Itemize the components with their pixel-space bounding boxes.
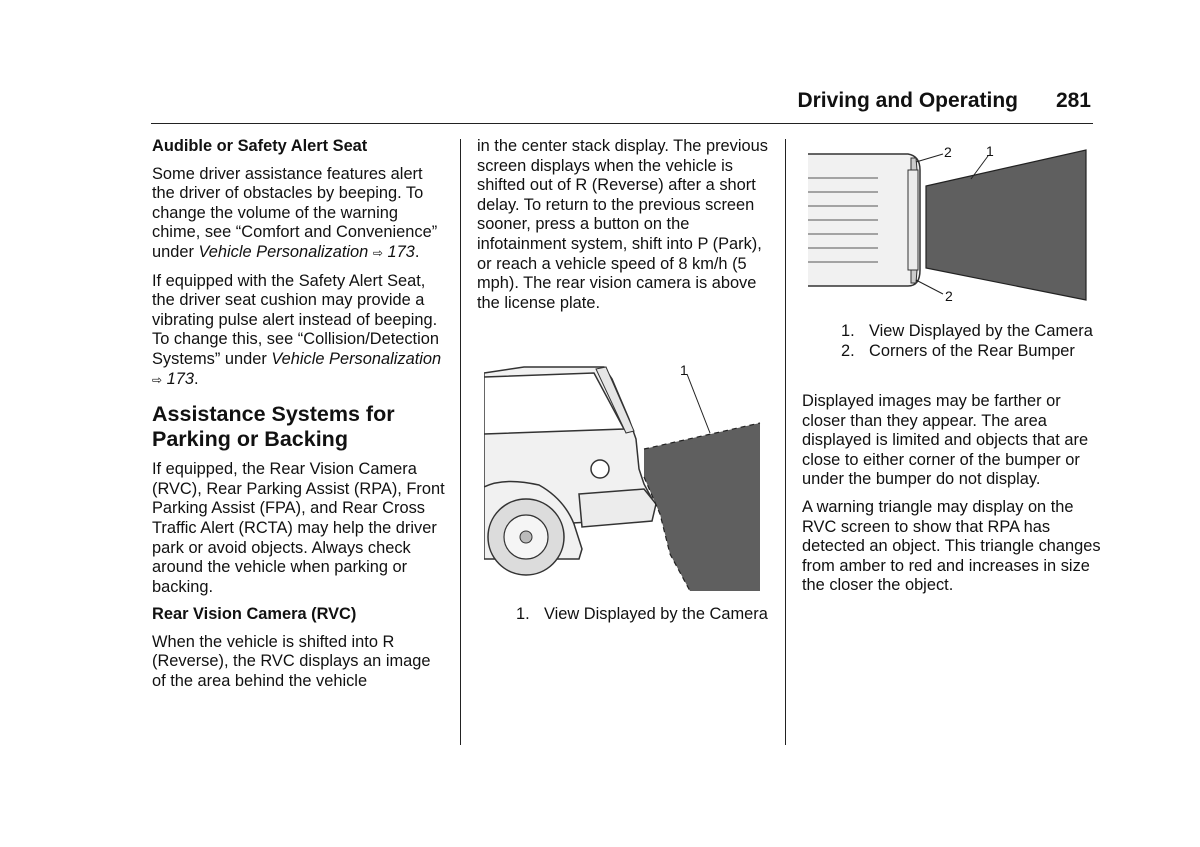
rear-vehicle-camera-illustration: [484, 359, 764, 591]
text: Some driver assistance features alert the driver of obstacles by beeping. To change the volume of the warning chime, see “Comfort and Convenience” under: [152, 164, 438, 261]
page-reference[interactable]: 173: [387, 242, 415, 261]
link-vehicle-personalization[interactable]: Vehicle Personalization: [271, 349, 442, 368]
caption-text: View Displayed by the Camera: [869, 322, 1093, 340]
callout-label: 2: [945, 288, 953, 304]
heading-safety-alert-seat: Audible or Safety Alert Seat: [152, 137, 368, 155]
caption-number: 1.: [516, 605, 530, 623]
caption-text: View Displayed by the Camera: [544, 605, 768, 623]
caption-number: 1.: [841, 322, 855, 340]
figure-2-captions: [841, 322, 1096, 361]
bumper-corner: [911, 270, 917, 283]
heading-rear-vision-camera: Rear Vision Camera (RVC): [152, 605, 357, 624]
callout-label: 1: [986, 143, 994, 159]
callout-label: 2: [944, 144, 952, 160]
caption-item: [841, 342, 1096, 362]
paragraph-rvc-start: When the vehicle is shifted into R (Reverse), the RVC displays an image of the area behind the vehicle: [152, 632, 431, 691]
column-divider-1: [460, 139, 461, 745]
paragraph-display-limits: Displayed images may be farther or closer than they appear. The area displayed is limited and objects that are close to either corner of the bumper or under the bumper do not display.: [802, 392, 1089, 489]
paragraph-assistance-intro: If equipped, the Rear Vision Camera (RVC), Rear Parking Assist (RPA), Front Parking Assist (FPA), and Rear Cross Traffic Alert (RCTA) may help the driver park or avoid objects. Always check around the vehicle when parking or backing.: [152, 460, 445, 596]
figure-1-captions: [516, 605, 776, 625]
callout-label: 1: [680, 362, 688, 378]
bumper-corner: [911, 158, 917, 170]
caption-item: [516, 605, 776, 625]
link-vehicle-personalization[interactable]: Vehicle Personalization: [198, 242, 369, 261]
fuel-door: [591, 460, 609, 478]
caption-text: Corners of the Rear Bumper: [869, 341, 1075, 360]
header-divider: [151, 123, 1093, 124]
rear-bumper: [908, 170, 918, 270]
column-3-text: [802, 392, 1102, 604]
caption-item: [841, 322, 1096, 342]
wheel-hub: [520, 531, 532, 543]
page-reference-icon: ⇨: [372, 245, 383, 260]
column-divider-2: [785, 139, 786, 745]
paragraph-alert-volume: [152, 165, 447, 264]
caption-number: 2.: [841, 341, 855, 360]
column-2: [477, 137, 772, 321]
text: If equipped with the Safety Alert Seat, the driver seat cushion may provide a vibrating pulse alert instead of beeping. To change this, see “Collision/Detection Systems” under: [152, 271, 439, 368]
rear-bumper: [579, 489, 656, 527]
text: .: [193, 369, 199, 388]
top-view-camera-illustration: [808, 140, 1093, 310]
paragraph-warning-triangle: A warning triangle may display on the RVC screen to show that RPA has detected an object. This triangle changes from amber to red and increases in size the closer the object.: [802, 497, 1101, 595]
paragraph-safety-seat: [152, 272, 447, 391]
column-1: [152, 137, 447, 700]
section-title: Driving and Operating: [797, 89, 1018, 112]
heading-assistance-systems: Assistance Systems for Parking or Backing: [152, 402, 395, 452]
page-reference[interactable]: 173: [166, 369, 194, 388]
page-number: 281: [1055, 89, 1091, 112]
page-reference-icon: ⇨: [152, 372, 163, 387]
text: .: [414, 242, 420, 261]
paragraph-rvc-continued: in the center stack display. The previous screen displays when the vehicle is shifted out of R (Reverse) after a short delay. To return to the previous screen sooner, press a button on the infotainment system, shift into P (Park), or reach a vehicle speed of 8 km/h (5 mph). The rear vision camera is above the license plate.: [477, 137, 768, 312]
